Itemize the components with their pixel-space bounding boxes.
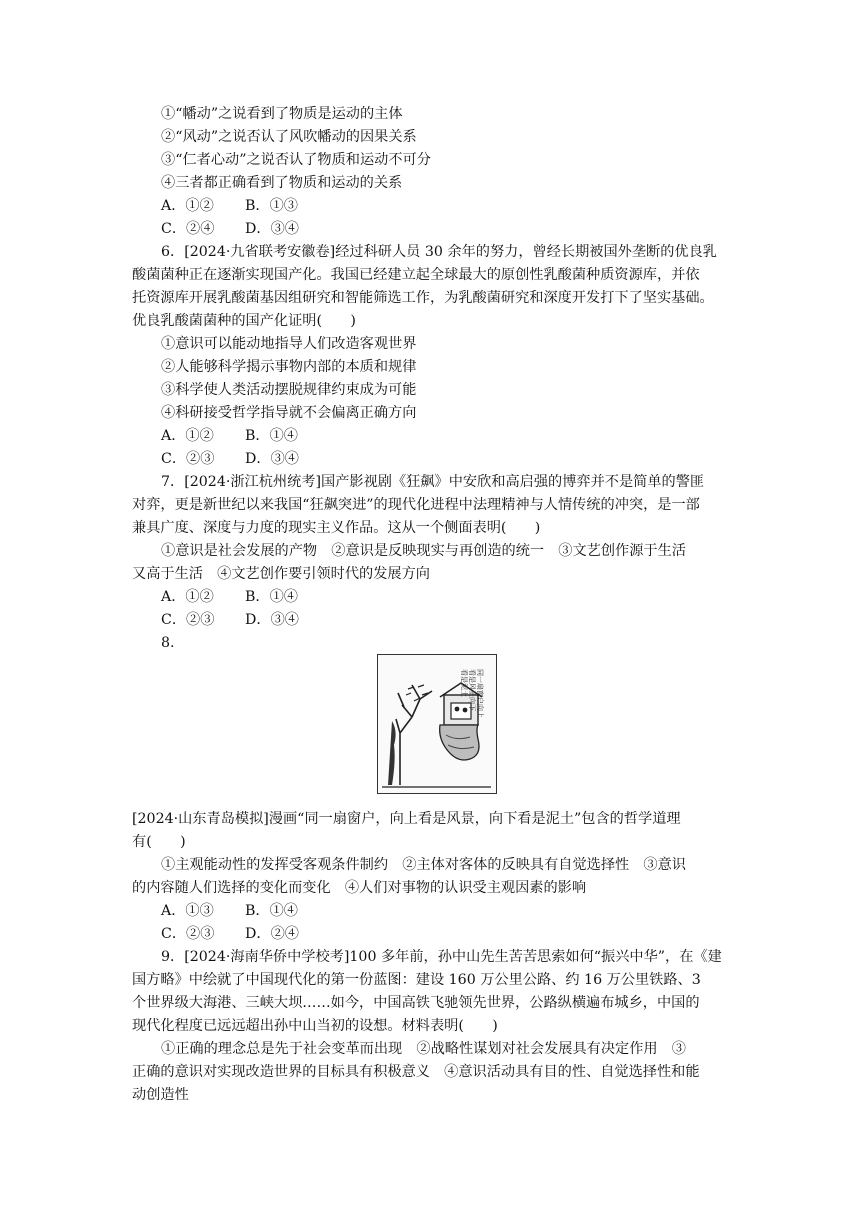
q6-stem-line-3: 托资源库开展乳酸菌基因组研究和智能筛选工作，为乳酸菌研究和深度开发打下了坚实基础。 (132, 290, 714, 306)
q6-choice-b: B．①④ (245, 428, 298, 444)
q5-choice-d: D．③④ (245, 221, 299, 237)
q8-choice-d: D．②④ (245, 926, 299, 942)
q7-choice-c: C．②③ (161, 612, 215, 628)
cartoon-image (377, 654, 497, 794)
q6-choice-d: D．③④ (245, 451, 299, 467)
q9-stem-line-2: 国方略》中绘就了中国现代化的第一份蓝图：建设 160 万公里公路、约 16 万公里铁路、3 (132, 972, 701, 988)
q7-choice-b: B．①④ (245, 589, 298, 605)
q5-option-3: ③“仁者心动”之说否认了物质和运动不可分 (161, 152, 431, 168)
q8-stem-line-1: [2024·山东青岛模拟]漫画“同一扇窗户，向上看是风景，向下看是泥土”包含的哲学道理 (132, 811, 681, 827)
q5-choice-a: A．①② (161, 198, 214, 214)
q8-options-line-1: ①主观能动性的发挥受客观条件制约 ②主体对客体的反映具有自觉选择性 ③意识 (161, 857, 686, 873)
q8-options-line-2: 的内容随人们选择的变化而变化 ④人们对事物的认识受主观因素的影响 (132, 880, 587, 896)
q7-stem-line-1: 7．[2024·浙江杭州统考]国产影视剧《狂飙》中安欣和高启强的博弈并不是简单的警匪 (161, 474, 705, 490)
q8-choice-a: A．①③ (161, 903, 214, 919)
q9-options-line-2: 正确的意识对实现改造世界的目标具有积极意义 ④意识活动具有目的性、自觉选择性和能 (132, 1064, 700, 1080)
q8-number: 8. (161, 635, 175, 651)
svg-text:看是泥土: 看是泥土 (460, 669, 468, 697)
q6-option-1: ①意识可以能动地指导人们改造客观世界 (161, 336, 417, 352)
q6-option-4: ④科研接受哲学指导就不会偏离正确方向 (161, 405, 417, 421)
q6-stem-line-4: 优良乳酸菌菌种的国产化证明( ) (132, 313, 356, 329)
q7-options-line-1: ①意识是社会发展的产物 ②意识是反映现实与再创造的统一 ③文艺创作源于生活 (161, 543, 686, 559)
q9-options-line-1: ①正确的理念总是先于社会变革而出现 ②战略性谋划对社会发展具有决定作用 ③ (161, 1041, 686, 1057)
q7-stem-line-2: 对弈，更是新世纪以来我国“狂飙突进”的现代化进程中法理精神与人情传统的冲突，是一部 (132, 497, 700, 513)
q8-choice-b: B．①④ (245, 903, 298, 919)
q6-option-2: ②人能够科学揭示事物内部的本质和规律 (161, 359, 417, 375)
q5-option-4: ④三者都正确看到了物质和运动的关系 (161, 175, 403, 191)
q7-choice-d: D．③④ (245, 612, 299, 628)
q5-option-1: ①“幡动”之说看到了物质是运动的主体 (161, 106, 403, 122)
q5-option-2: ②“风动”之说否认了风吹幡动的因果关系 (161, 129, 417, 145)
q9-options-line-3: 动创造性 (132, 1087, 189, 1103)
q8-stem-line-2: 有( ) (132, 834, 186, 850)
q6-choice-c: C．②③ (161, 451, 215, 467)
q6-stem-line-2: 酸菌菌种正在逐渐实现国产化。我国已经建立起全球最大的原创性乳酸菌种质资源库，并依 (132, 267, 700, 283)
q7-choice-a: A．①② (161, 589, 214, 605)
q6-option-3: ③科学使人类活动摆脱规律约束成为可能 (161, 382, 417, 398)
q9-stem-line-4: 现代化程度已远远超出孙中山当初的设想。材料表明( ) (132, 1018, 498, 1034)
svg-text:同一扇窗户向上: 同一扇窗户向上 (476, 669, 484, 718)
q6-stem-line-1: 6．[2024·九省联考安徽卷]经过科研人员 30 余年的努力，曾经长期被国外垄断的优良乳 (161, 244, 717, 260)
q8-choice-c: C．②③ (161, 926, 215, 942)
q9-stem-line-3: 个世界级大海港、三峡大坝……如今，中国高铁飞驰领先世界，公路纵横遍布城乡，中国的 (132, 995, 700, 1011)
q5-choice-c: C．②④ (161, 221, 215, 237)
q6-choice-a: A．①② (161, 428, 214, 444)
cartoon-drawing (378, 655, 495, 792)
q5-choice-b: B．①③ (245, 198, 298, 214)
q7-stem-line-3: 兼具广度、深度与力度的现实主义作品。这从一个侧面表明( ) (132, 520, 541, 536)
q7-options-line-2: 又高于生活 ④文艺创作要引领时代的发展方向 (132, 566, 430, 582)
svg-text:看是风景向下: 看是风景向下 (468, 669, 476, 711)
q9-stem-line-1: 9．[2024·海南华侨中学校考]100 多年前，孙中山先生苦苦思索如何“振兴中华”，在《建 (161, 949, 722, 965)
